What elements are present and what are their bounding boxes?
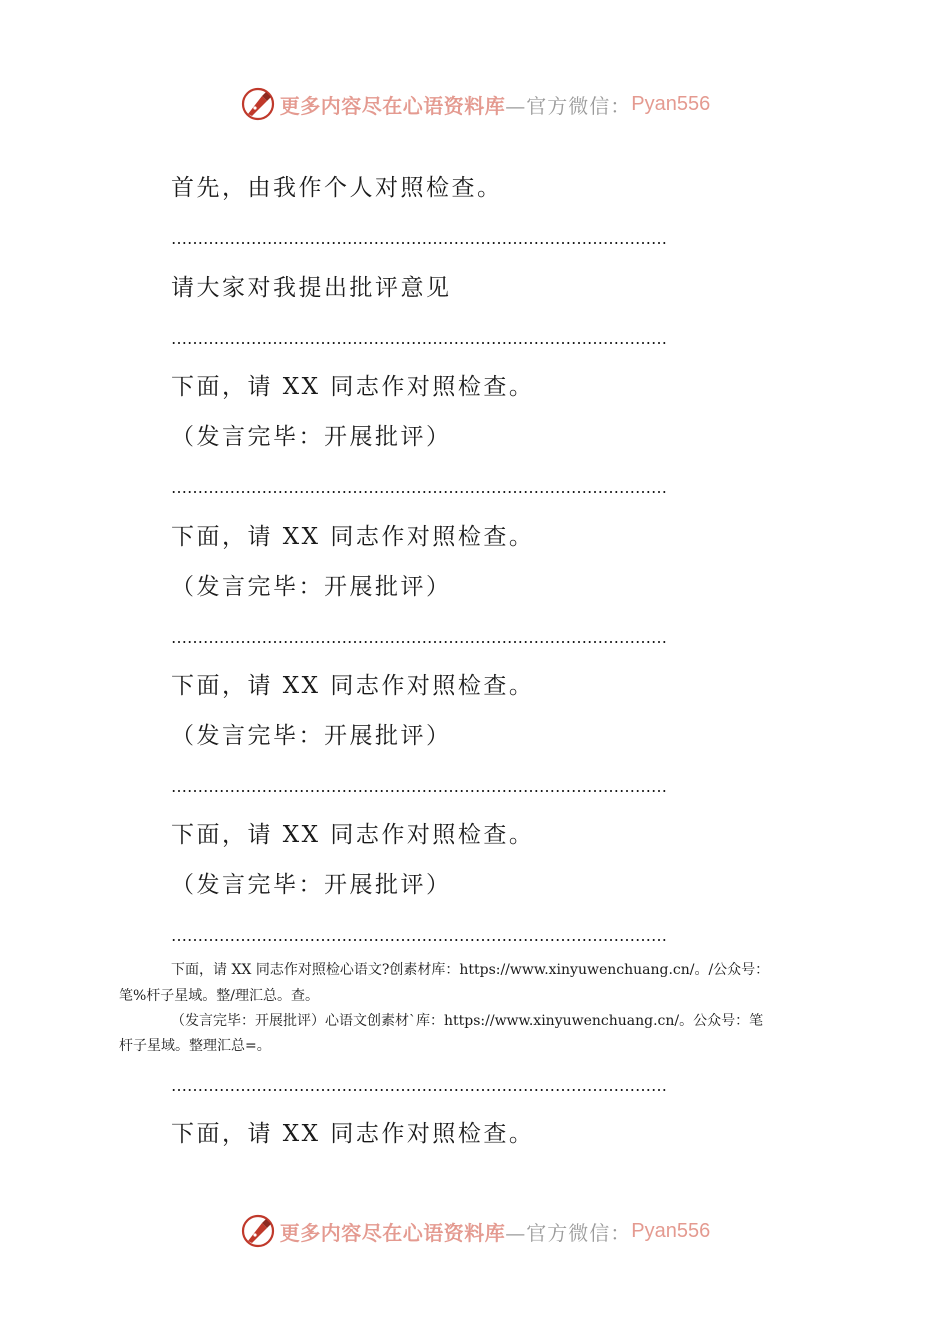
text-line: 请大家对我提出批评意见 bbox=[171, 275, 452, 301]
small-text-line: 杆子星域。整理汇总=。 bbox=[119, 1038, 271, 1054]
text-line: 下面，请 XX 同志作对照检查。 bbox=[171, 1121, 535, 1147]
pen-nib-circle-icon bbox=[240, 1213, 276, 1249]
banner-wechat-id: Pyan556 bbox=[631, 92, 711, 115]
dotted-separator: ………………………………………………………………………………… bbox=[171, 1076, 667, 1095]
footer-banner bbox=[0, 1209, 950, 1253]
text-line: （发言完毕：开展批评） bbox=[171, 424, 452, 450]
banner-wechat-label: —官方微信： bbox=[505, 1220, 632, 1245]
pen-nib-circle-icon bbox=[240, 86, 276, 122]
banner-wechat-id: Pyan556 bbox=[631, 1219, 711, 1242]
text-line: 下面，请 XX 同志作对照检查。 bbox=[171, 673, 535, 699]
text-line: 下面，请 XX 同志作对照检查。 bbox=[171, 374, 535, 400]
text-line: 下面，请 XX 同志作对照检查。 bbox=[171, 822, 535, 848]
small-text-line: 笔%杆子星域。整/理汇总。查。 bbox=[119, 988, 320, 1004]
text-line: （发言完毕：开展批评） bbox=[171, 574, 452, 600]
text-line: 下面，请 XX 同志作对照检查。 bbox=[171, 524, 535, 550]
dotted-separator: ………………………………………………………………………………… bbox=[171, 229, 667, 248]
banner-wechat-label: —官方微信： bbox=[505, 93, 632, 118]
header-banner bbox=[0, 82, 950, 126]
small-text-line: 下面，请 XX 同志作对照检心语文?创素材库：https://www.xinyuwenchuang.cn/。/公众号： bbox=[171, 962, 770, 978]
dotted-separator: ………………………………………………………………………………… bbox=[171, 329, 667, 348]
dotted-separator: ………………………………………………………………………………… bbox=[171, 777, 667, 796]
dotted-separator: ………………………………………………………………………………… bbox=[171, 478, 667, 497]
dotted-separator: ………………………………………………………………………………… bbox=[171, 628, 667, 647]
text-line: 首先，由我作个人对照检查。 bbox=[171, 175, 503, 201]
banner-title: 更多内容尽在心语资料库 bbox=[279, 1220, 506, 1245]
small-text-line: （发言完毕：开展批评）心语文创素材`库：https://www.xinyuwenchuang.cn/。公众号：笔 bbox=[171, 1013, 764, 1029]
text-line: （发言完毕：开展批评） bbox=[171, 872, 452, 898]
text-line: （发言完毕：开展批评） bbox=[171, 723, 452, 749]
dotted-separator: ………………………………………………………………………………… bbox=[171, 926, 667, 945]
banner-title: 更多内容尽在心语资料库 bbox=[279, 93, 506, 118]
